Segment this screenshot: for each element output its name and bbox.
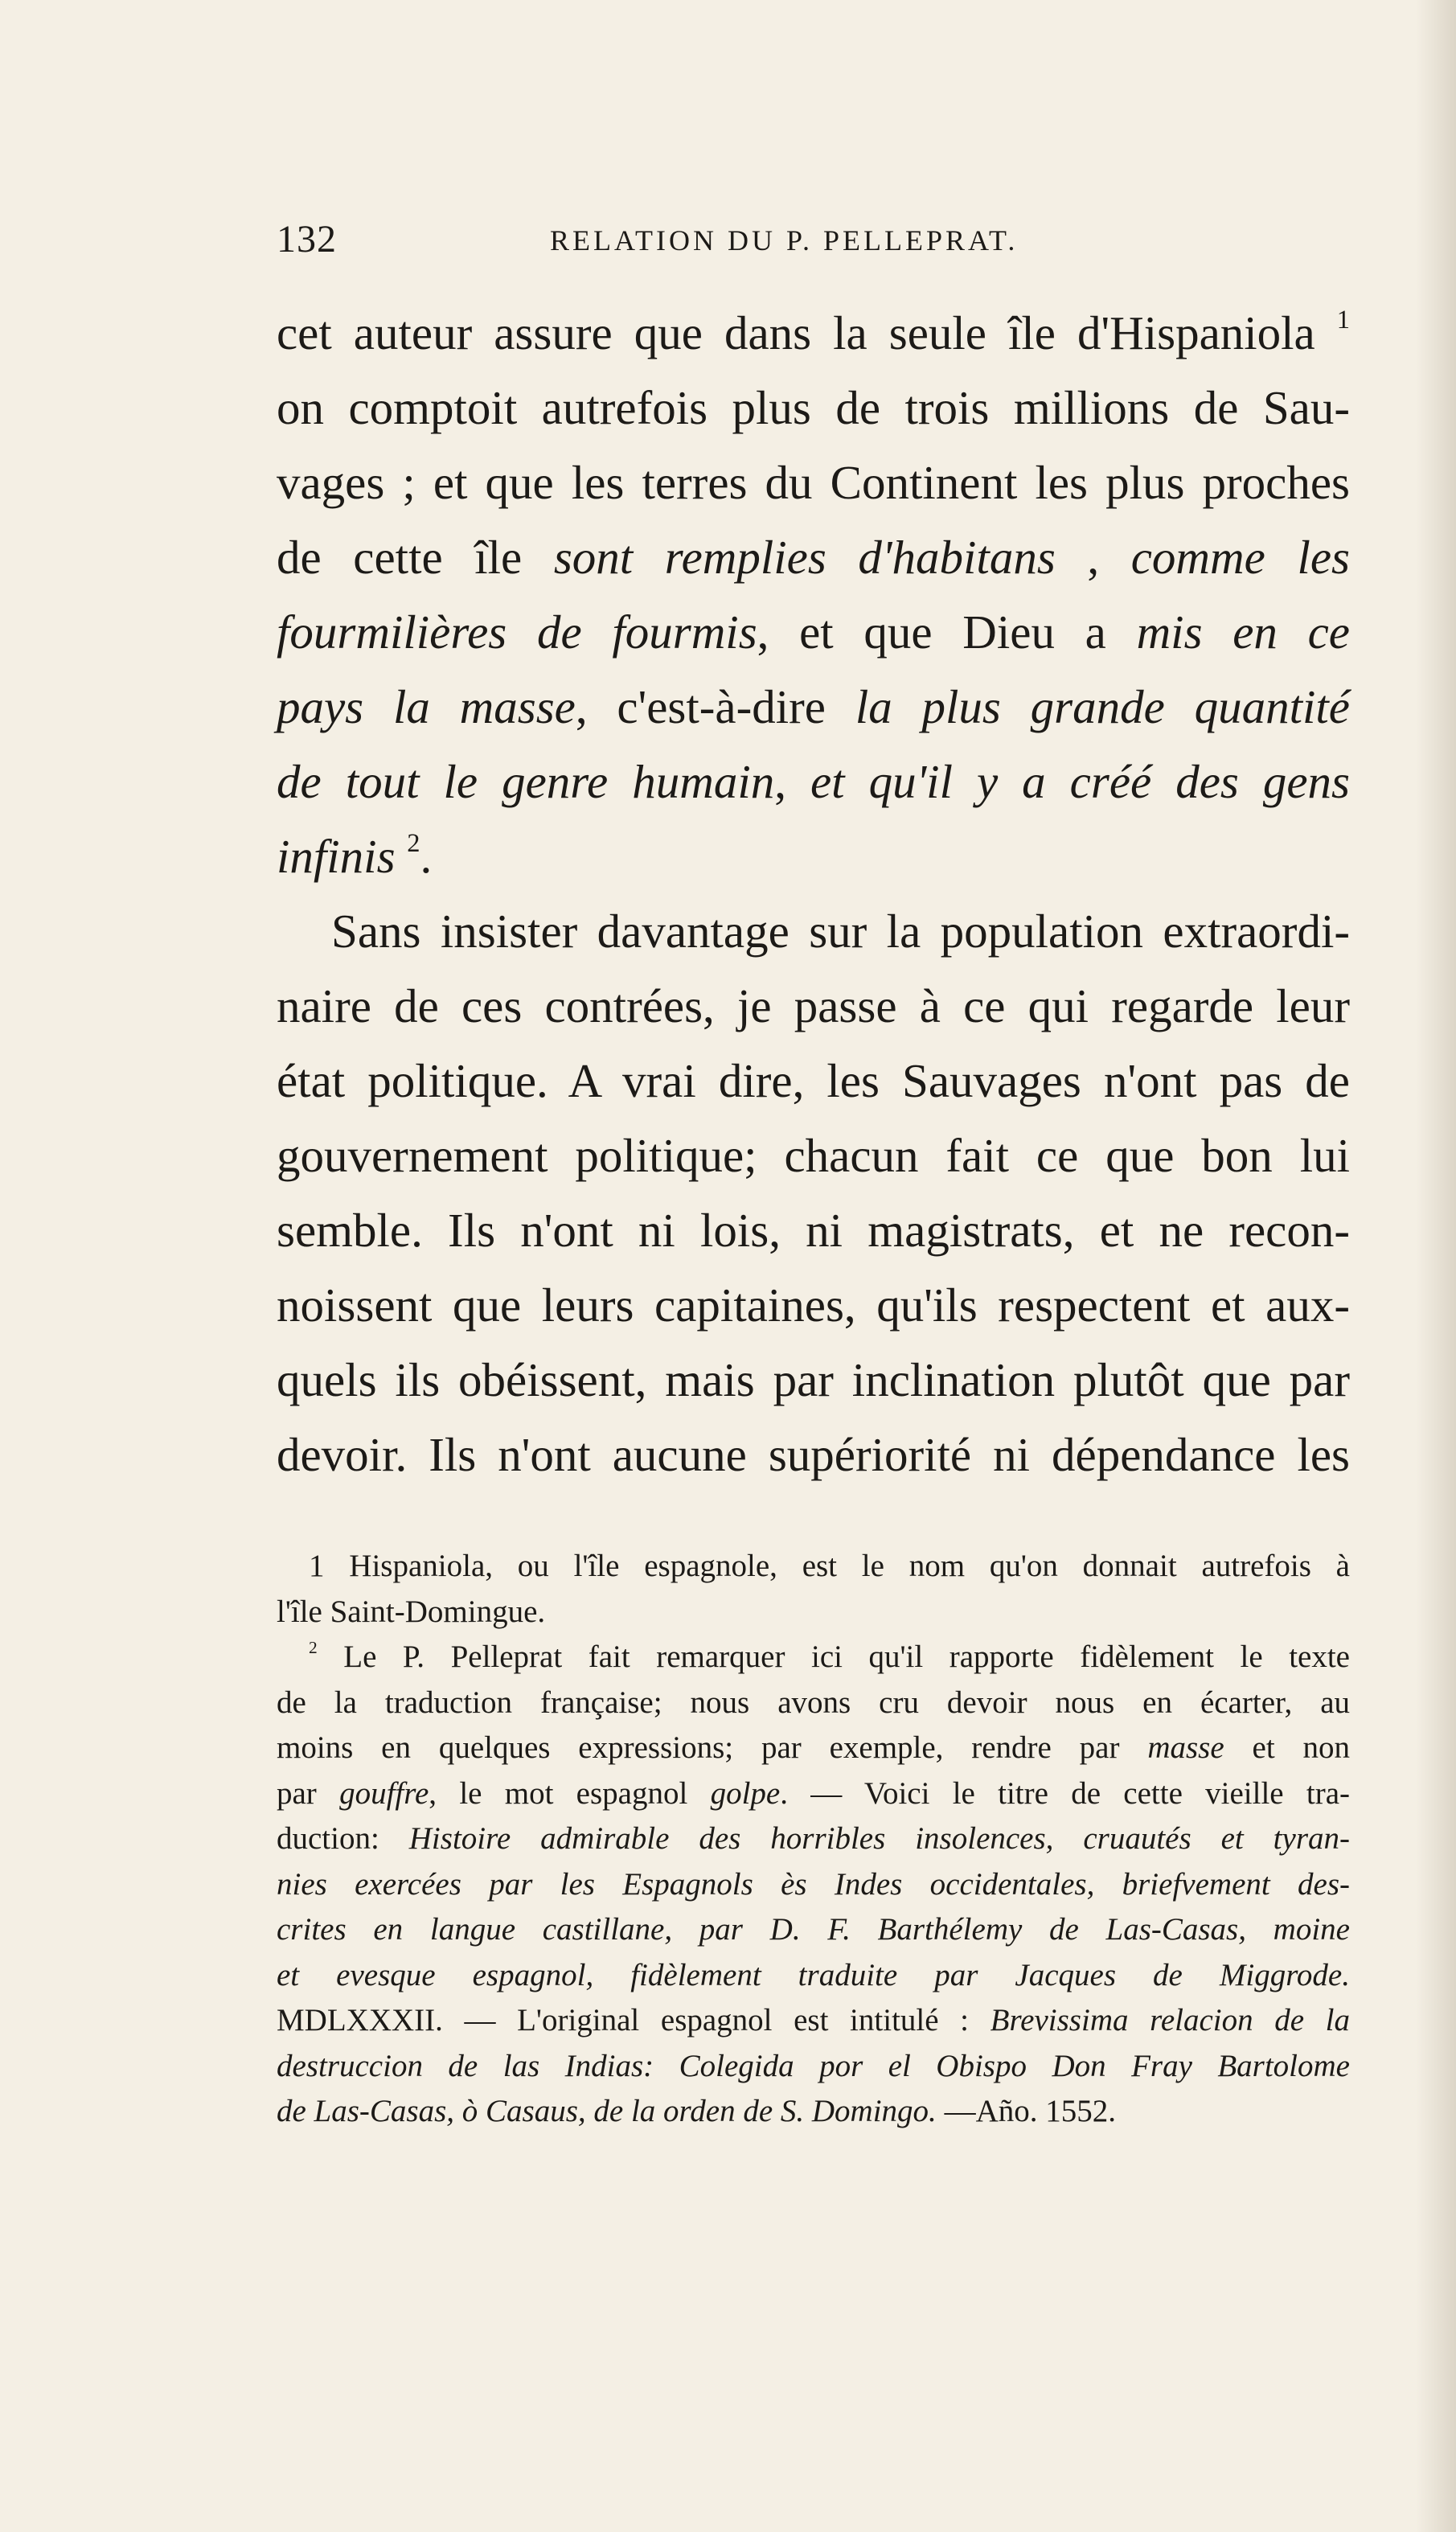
footnote-marker: 1: [309, 1549, 325, 1583]
text-line: infinis $^2$.: [277, 829, 433, 883]
footnote-line: par gouffre, le mot espagnol golpe. — Voici le titre de cette vieille tra-: [277, 1775, 1350, 1811]
text-line: pays la masse, c'est-à-dire la plus grande quantité: [277, 680, 1350, 733]
page-number: 132: [277, 218, 337, 261]
main-text: [277, 296, 1350, 1492]
text-line: de cette île sont remplies d'habitans , comme les: [277, 531, 1350, 584]
text-line: gouvernement politique; chacun fait ce que bon lui: [277, 1129, 1350, 1182]
footnote-line: de Las-Casas, ò Casaus, de la orden de S. Domingo. —Año. 1552.: [277, 2094, 1116, 2128]
text-line: on comptoit autrefois plus de trois millions de Sau-: [277, 381, 1350, 434]
footnote-line: crites en langue castillane, par D. F. Barthélemy de Las-Casas, moine: [277, 1912, 1350, 1947]
footnote-line: et evesque espagnol, fidèlement traduite par Jacques de Miggrode.: [277, 1957, 1350, 1992]
footnote-line: $^2$ Le P. Pelleprat fait remarquer ici qu'il rapporte fidèlement le texte: [309, 1637, 1350, 1674]
text-line: naire de ces contrées, je passe à ce qui regarde leur: [277, 979, 1350, 1032]
text-line: cet auteur assure que dans la seule île d'Hispaniola $^1$: [277, 306, 1350, 359]
text-line: semble. Ils n'ont ni lois, ni magistrats, et ne recon-: [277, 1204, 1350, 1257]
running-head: [277, 217, 1350, 265]
footnote-line: duction: Histoire admirable des horribles insolences, cruautés et tyran-: [277, 1821, 1350, 1856]
text-line: noissent que leurs capitaines, qu'ils respectent et aux-: [277, 1278, 1350, 1332]
footnote-line: de la traduction française; nous avons cru devoir nous en écarter, au: [277, 1685, 1350, 1720]
footnote-line: nies exercées par les Espagnols ès Indes occidentales, briefvement des-: [277, 1866, 1350, 1902]
text-line: fourmilières de fourmis, et que Dieu a mis en ce: [277, 605, 1350, 659]
footnotes: [277, 1544, 1350, 2135]
footnote-ref-2: 2: [407, 829, 420, 859]
text-line: quels ils obéissent, mais par inclination plutôt que par: [277, 1353, 1350, 1406]
footnote-line: moins en quelques expressions; par exemple, rendre par masse et non: [277, 1730, 1350, 1765]
footnote-line: destruccion de las Indias: Colegida por el Obispo Don Fray Bartolome: [277, 2048, 1350, 2083]
footnote-marker: 2: [309, 1637, 318, 1657]
text-line: état politique. A vrai dire, les Sauvages n'ont pas de: [277, 1054, 1350, 1107]
running-title: RELATION DU P. PELLEPRAT.: [550, 224, 1019, 256]
footnote-ref-1: 1: [1336, 306, 1350, 335]
footnote-line: l'île Saint-Domingue.: [277, 1594, 546, 1629]
page-edge-shadow: [1416, 0, 1456, 2532]
text-line: Sans insister davantage sur la population extraordi-: [331, 905, 1350, 958]
footnote-line: 1 Hispaniola, ou l'île espagnole, est le nom qu'on donnait autrefois à: [309, 1549, 1350, 1583]
footnote-line: MDLXXXII. — L'original espagnol est intitulé : Brevissima relacion de la: [277, 2003, 1350, 2038]
text-line: devoir. Ils n'ont aucune supériorité ni dépendance les: [277, 1428, 1350, 1481]
text-line: de tout le genre humain, et qu'il y a créé des gens: [277, 755, 1350, 808]
text-line: vages ; et que les terres du Continent les plus proches: [277, 456, 1350, 509]
